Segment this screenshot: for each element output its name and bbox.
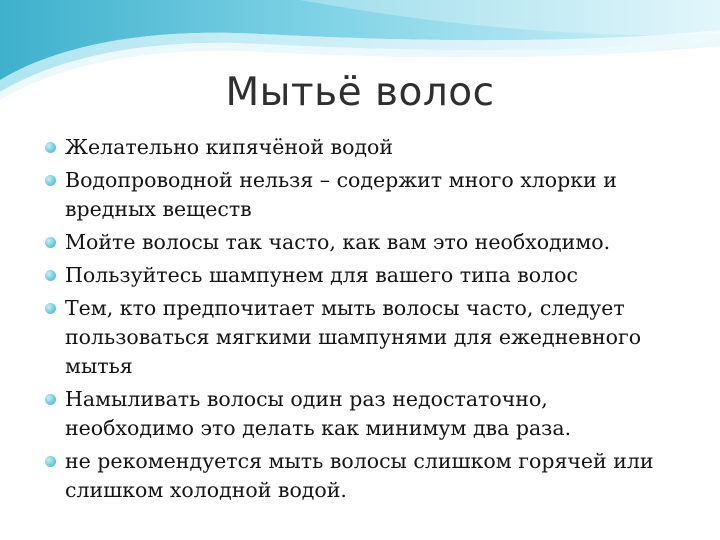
bullet-item <box>44 133 694 162</box>
bullet-dot-icon <box>45 270 56 281</box>
bullet-text-line: Пользуйтесь шампунем для вашего типа волос <box>65 263 578 287</box>
bullet-text-line: слишком холодной водой. <box>65 478 347 502</box>
bullet-text-line: необходимо это делать как минимум два раза. <box>65 416 572 440</box>
bullet-text-line: Мойте волосы так часто, как вам это необходимо. <box>65 230 611 254</box>
bullet-item <box>44 447 694 505</box>
bullet-text-line: Намыливать волосы один раз недостаточно, <box>65 387 548 411</box>
bullet-dot-icon <box>45 303 56 314</box>
bullet-item <box>44 228 694 257</box>
bullet-text-line: Желательно кипячёной водой <box>65 135 394 159</box>
bullet-item <box>44 261 694 290</box>
slide-title: Мытьё волос <box>225 70 495 115</box>
bullet-item <box>44 294 694 381</box>
bullet-text-line: пользоваться мягкими шампунями для ежедневного <box>65 325 642 349</box>
bullet-dot-icon <box>45 237 56 248</box>
bullet-list <box>44 133 694 509</box>
bullet-dot-icon <box>45 175 56 186</box>
bullet-text-line: Тем, кто предпочитает мыть волосы часто, следует <box>65 296 625 320</box>
bullet-item <box>44 166 694 224</box>
bullet-dot-icon <box>45 142 56 153</box>
bullet-dot-icon <box>45 456 56 467</box>
bullet-text-line: Водопроводной нельзя – содержит много хлорки и <box>65 168 617 192</box>
bullet-item <box>44 385 694 443</box>
bullet-text-line: вредных веществ <box>65 197 252 221</box>
bullet-dot-icon <box>45 394 56 405</box>
bullet-text-line: мытья <box>65 354 133 378</box>
bullet-text-line: не рекомендуется мыть волосы слишком горячей или <box>65 449 654 473</box>
